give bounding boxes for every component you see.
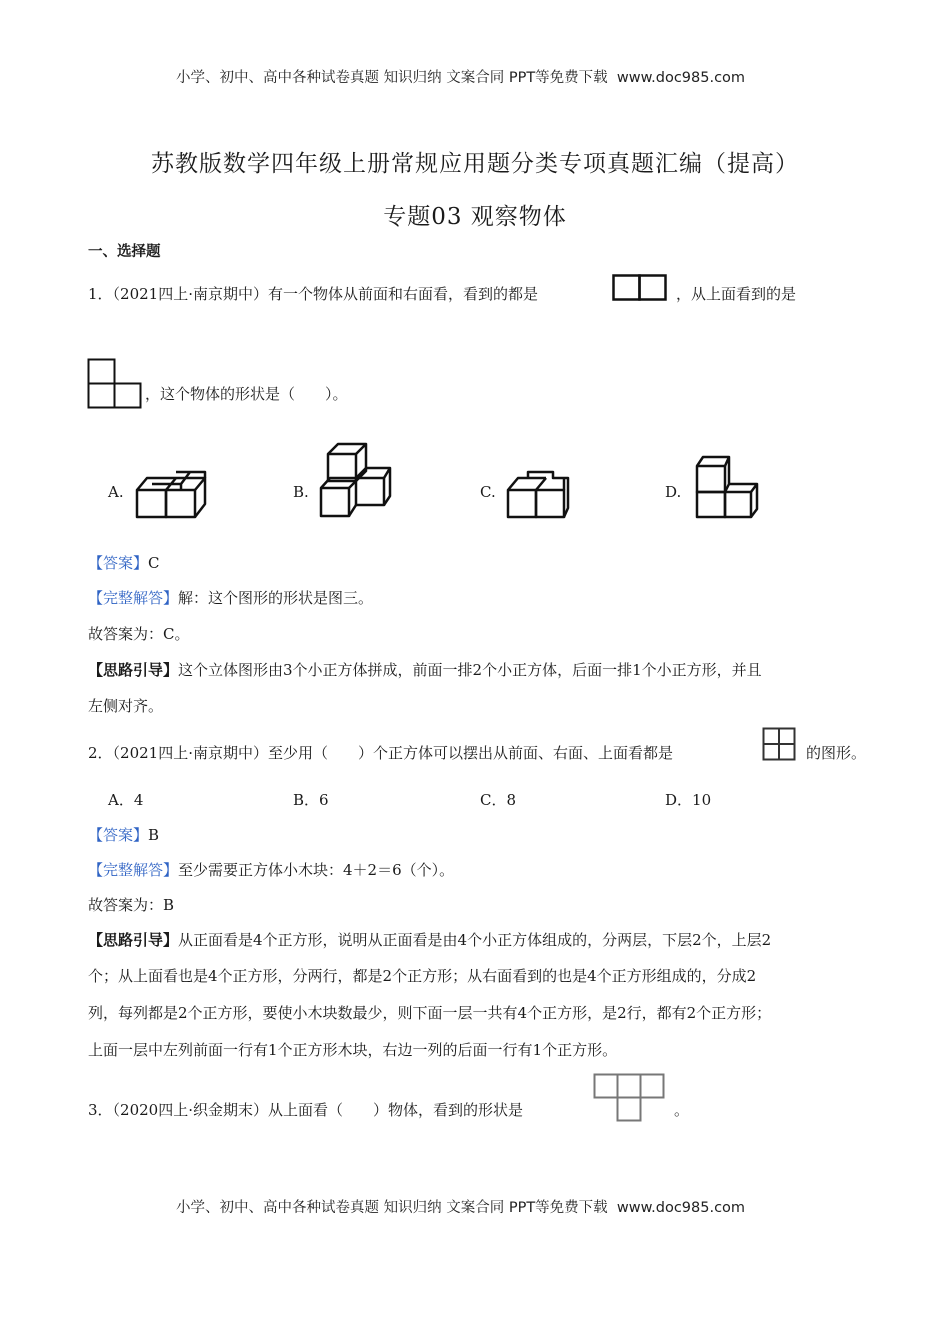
t-shape-top-view-figure [593,1073,665,1123]
page-subtitle: 专题03 观察物体 [383,204,567,230]
q3-stem-b: 。 [674,1101,690,1119]
q1-answer-tag: 【答案】 [88,554,149,572]
q2-hint-text-1: 从正面看是4个正方形，说明从正面看是由4个小正方体组成的，分两层，下层2个，上层2 [178,931,772,949]
q2-solution-text: 至少需要正方体小木块：4＋2＝6（个）。 [178,861,455,879]
header-url[interactable]: www.doc985.com [616,70,746,86]
q2-hint-line-2: 个；从上面看也是4个正方形，分两行，都是2个正方形；从右面看到的也是4个正方形组成的，分成2 [88,967,757,985]
option-b-cubes-figure[interactable] [318,442,394,520]
option-b-label[interactable]: B. [293,483,309,501]
page-footer [176,1196,745,1217]
q1-stem-b: ，从上面看到的是 [676,285,797,303]
q2-stem-a: 2．（2021四上·南京期中）至少用（ ）个正方体可以摆出从前面、右面、上面看都是 [88,744,673,762]
page-title: 苏教版数学四年级上册常规应用题分类专项真题汇编（提高） [151,151,799,177]
q2-hint-tag: 【思路引导】 [88,931,179,949]
option-d-cubes-figure[interactable] [694,454,760,520]
top-view-figure [87,358,143,410]
q1-answer-value: C [148,554,160,572]
section-heading: 一、选择题 [88,244,161,260]
header-text: 小学、初中、高中各种试卷真题 知识归纳 文案合同 PPT等免费下载 [176,70,608,86]
front-view-figure [612,274,668,302]
option-c-label[interactable]: C. [480,483,496,501]
q2-answer-tag: 【答案】 [88,826,149,844]
q1-solution-text: 解：这个图形的形状是图三。 [178,589,374,607]
q2-option-b[interactable]: B．6 [293,791,329,809]
q1-hint-text-1: 这个立体图形由3个小正方体拼成，前面一排2个小正方体，后面一排1个小正方形，并且 [178,661,762,679]
q2-option-c[interactable]: C．8 [480,791,517,809]
option-a-cubes-figure[interactable] [134,470,210,520]
q1-hint-line-1 [88,660,762,680]
q3-stem-a: 3．（2020四上·织金期末）从上面看（ ）物体，看到的形状是 [88,1101,523,1119]
q2-answer [88,825,159,845]
footer-text: 小学、初中、高中各种试卷真题 知识归纳 文案合同 PPT等免费下载 [176,1200,608,1216]
q2-solution-tag: 【完整解答】 [88,861,179,879]
q2-hint-line-4: 上面一层中左列前面一行有1个正方形木块，右边一列的后面一行有1个正方形。 [88,1041,618,1059]
q2-option-a[interactable]: A．4 [108,791,144,809]
q2-hint-line-1 [88,930,771,950]
q1-final: 故答案为：C。 [88,625,190,643]
option-c-cubes-figure[interactable] [505,470,571,520]
page-header [176,66,745,87]
q2-solution [88,860,454,880]
q2-hint-line-3: 列，每列都是2个正方形，要使小木块数最少，则下面一层一共有4个正方形，是2行，都有2个正方形； [88,1004,772,1022]
q2-stem-b: 的图形。 [806,744,867,762]
grid-view-figure [762,727,796,761]
option-a-label[interactable]: A. [108,483,124,501]
q1-hint-tag: 【思路引导】 [88,661,179,679]
option-d-label[interactable]: D. [665,483,682,501]
q1-solution [88,588,373,608]
q2-option-d[interactable]: D．10 [665,791,712,809]
q1-hint-line-2: 左侧对齐。 [88,697,164,715]
q1-solution-tag: 【完整解答】 [88,589,179,607]
footer-url[interactable]: www.doc985.com [616,1200,746,1216]
q1-stem-c: ，这个物体的形状是（ ）。 [145,385,348,403]
q2-final: 故答案为：B [88,896,175,914]
q1-answer [88,553,160,573]
q1-stem-a: 1．（2021四上·南京期中）有一个物体从前面和右面看，看到的都是 [88,285,538,303]
q2-answer-value: B [148,826,160,844]
